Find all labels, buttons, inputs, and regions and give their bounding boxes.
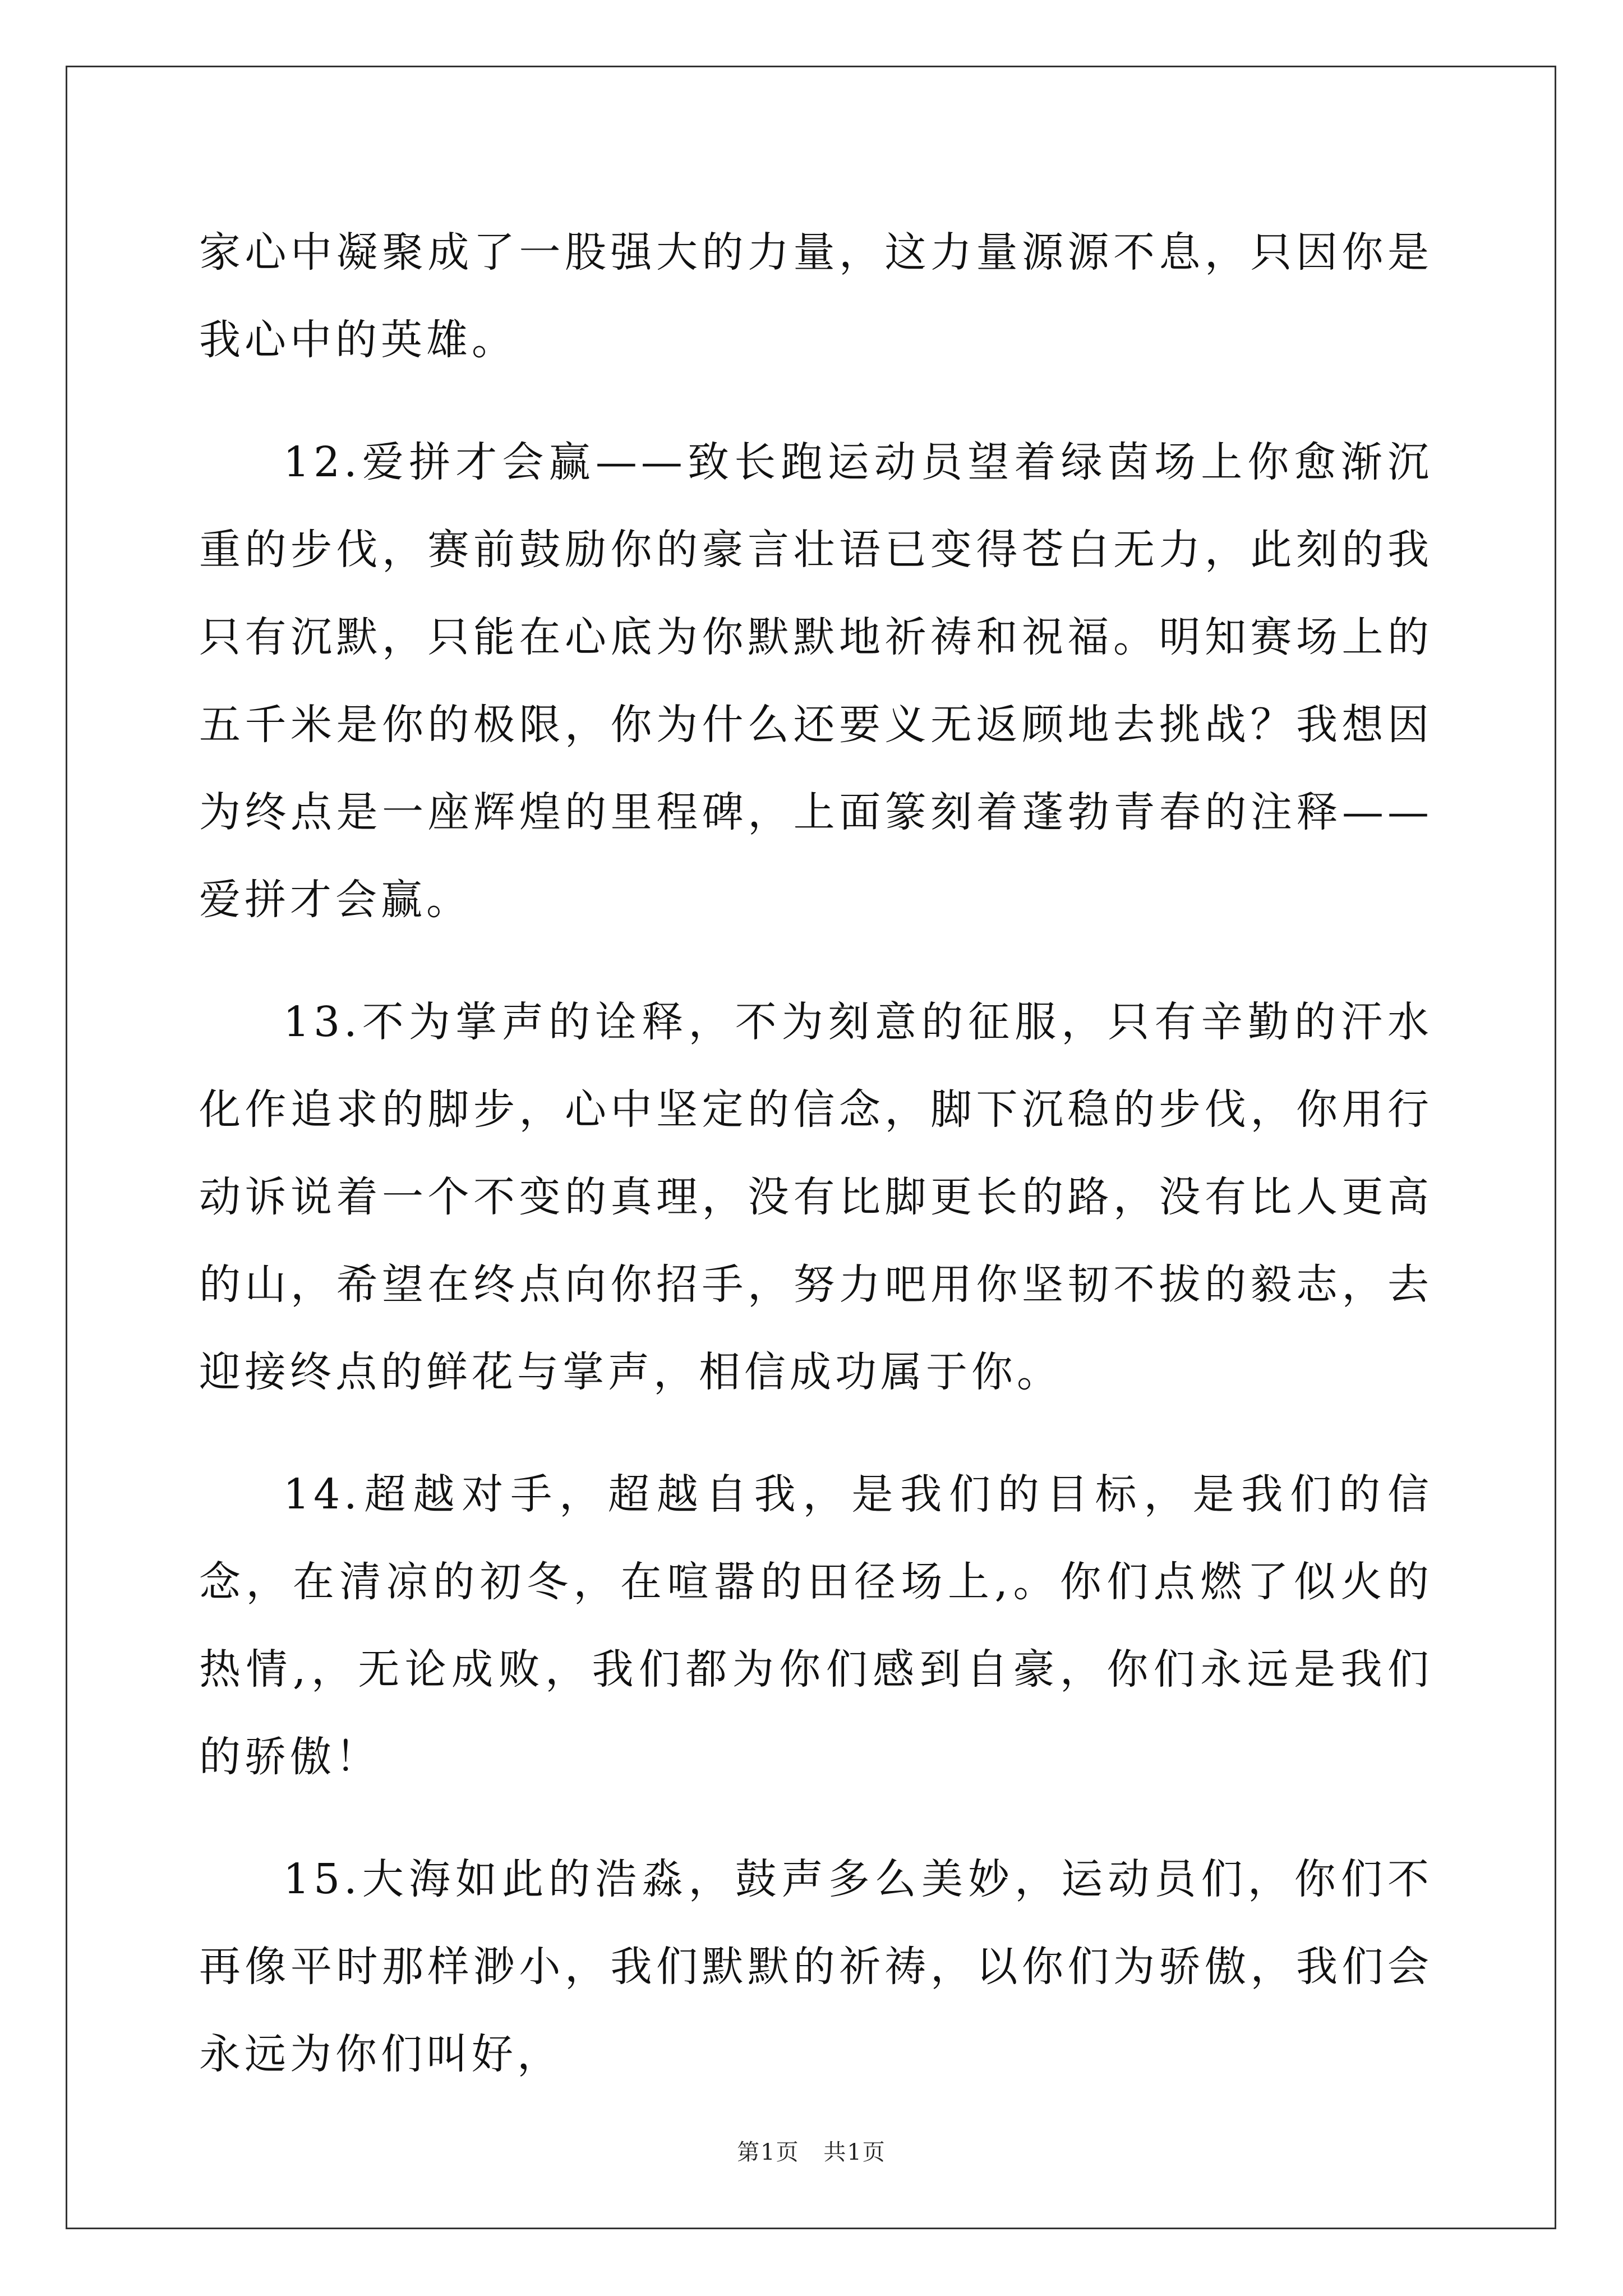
paragraph-14: 14.超越对手，超越自我，是我们的目标，是我们的信念，在清凉的初冬，在喧嚣的田径场上,。你们点燃了似火的热情,，无论成败，我们都为你们感到自豪，你们永远是我们的骄傲！ [199, 1470, 1433, 1781]
paragraph-13: 13.不为掌声的诠释，不为刻意的征服，只有辛勤的汗水化作追求的脚步，心中坚定的信念，脚下沉稳的步伐，你用行动诉说着一个不变的真理，没有比脚更长的路，没有比人更高的山，希望在终点向你招手，努力吧用你坚韧不拔的毅志，去迎接终点的鲜花与掌声，相信成功属于你。 [199, 998, 1433, 1396]
paragraph-15: 15.大海如此的浩淼，鼓声多么美妙，运动员们，你们不再像平时那样渺小，我们默默的祈祷，以你们为骄傲，我们会永远为你们叫好， [199, 1855, 1433, 2078]
paragraph-continuation: 家心中凝聚成了一股强大的力量，这力量源源不息，只因你是我心中的英雄。 [199, 228, 1433, 364]
page-number-total: 共1页 [823, 2139, 886, 2165]
paragraph-12: 12.爱拼才会赢——致长跑运动员望着绿茵场上你愈渐沉重的步伐，赛前鼓励你的豪言壮语已变得苍白无力，此刻的我只有沉默，只能在心底为你默默地祈祷和祝福。明知赛场上的五千米是你的极限，你为什么还要义无返顾地去挑战？我想因为终点是一座辉煌的里程碑，上面篆刻着蓬勃青春的注释——爱拼才会赢。 [199, 438, 1433, 924]
page-footer [0, 2134, 1623, 2166]
document-body [199, 209, 1433, 2133]
page-number-current: 第1页 [737, 2139, 800, 2165]
